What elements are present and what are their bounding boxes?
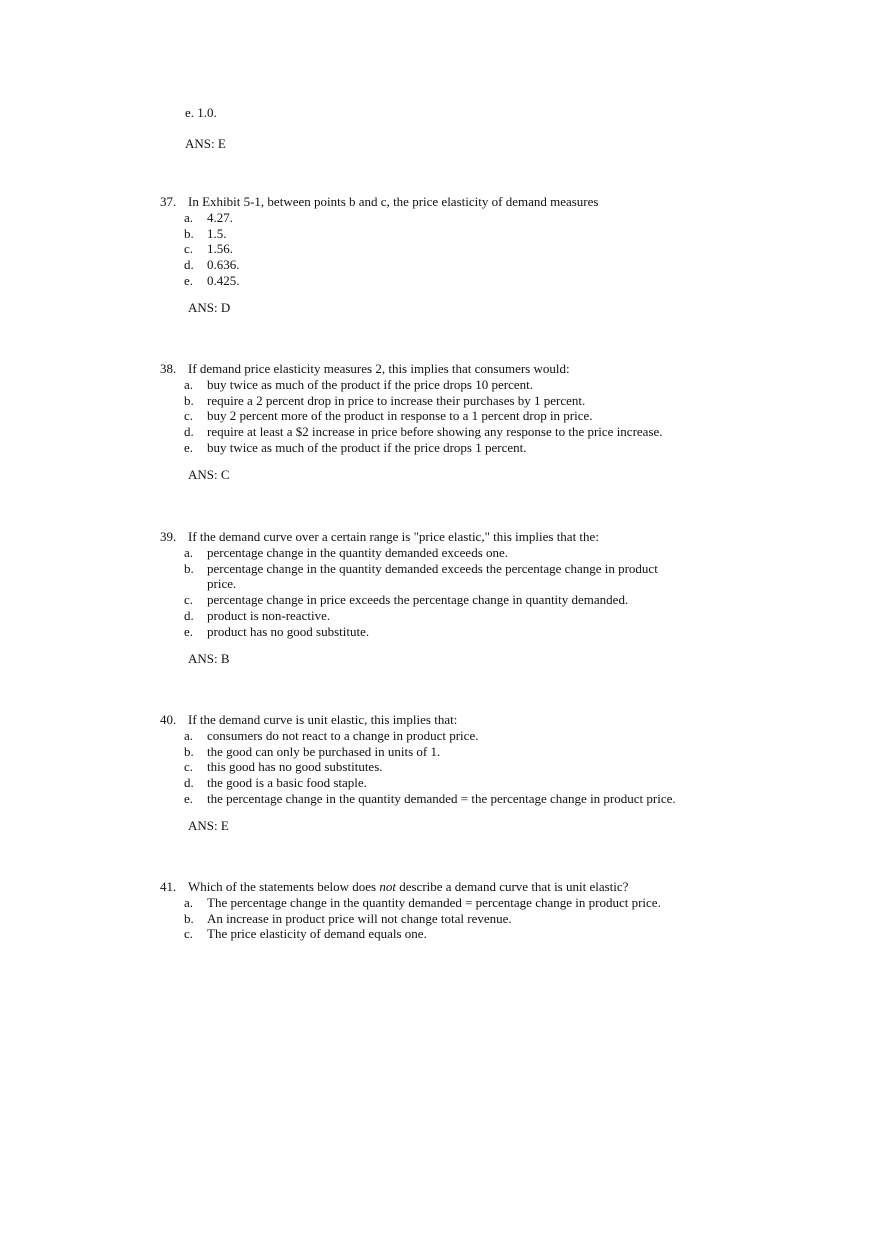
question-stem: In Exhibit 5-1, between points b and c, the price elasticity of demand measures	[188, 194, 599, 209]
option-d: d. product is non-reactive.	[184, 607, 331, 623]
prev-answer: ANS: E	[185, 135, 226, 151]
question-38	[160, 361, 740, 483]
option-e: e. product has no good substitute.	[184, 623, 370, 639]
option-b: b. require a 2 percent drop in price to increase their purchases by 1 percent.	[184, 392, 586, 408]
question-stem: Which of the statements below does not describe a demand curve that is unit elastic?	[188, 879, 629, 894]
option-a: a. percentage change in the quantity demanded exceeds one.	[184, 544, 509, 560]
option-e: e. 0.425.	[184, 272, 240, 288]
option-e: e. the percentage change in the quantity demanded = the percentage change in product price.	[184, 790, 676, 806]
option-d: d. require at least a $2 increase in price before showing any response to the price increase.	[184, 424, 663, 440]
question-number: 37.	[160, 194, 177, 209]
question-40	[160, 712, 740, 834]
option-d: d. 0.636.	[184, 257, 240, 273]
option-c: c. this good has no good substitutes.	[184, 759, 383, 775]
option-c: c. 1.56.	[184, 241, 233, 257]
question-stem: If the demand curve is unit elastic, this implies that:	[188, 712, 458, 727]
option-c: c. The price elasticity of demand equals one.	[184, 926, 427, 942]
question-number: 41.	[160, 879, 177, 894]
question-41	[160, 879, 740, 942]
question-stem: If the demand curve over a certain range is "price elastic," this implies that the:	[188, 529, 599, 544]
question-number: 40.	[160, 712, 177, 727]
answer: ANS: D	[188, 299, 231, 315]
option-b: b. An increase in product price will not change total revenue.	[184, 910, 512, 926]
prev-option-e: e. 1.0.	[185, 105, 217, 120]
answer: ANS: B	[188, 650, 230, 666]
question-37	[160, 194, 740, 316]
question-number: 39.	[160, 529, 177, 544]
question-number: 38.	[160, 361, 177, 376]
option-a: a. buy twice as much of the product if the price drops 10 percent.	[184, 376, 533, 392]
prev-question-tail	[185, 105, 226, 152]
answer: ANS: C	[188, 466, 230, 482]
option-a: a. consumers do not react to a change in product price.	[184, 727, 479, 743]
option-a: a. 4.27.	[184, 209, 233, 225]
option-c: c. percentage change in price exceeds the percentage change in quantity demanded.	[184, 592, 629, 608]
option-b: b. 1.5.	[184, 225, 227, 241]
question-39	[160, 529, 690, 666]
option-c: c. buy 2 percent more of the product in response to a 1 percent drop in price.	[184, 408, 593, 424]
answer: ANS: E	[188, 817, 229, 833]
question-stem: If demand price elasticity measures 2, this implies that consumers would:	[188, 361, 570, 376]
option-e: e. buy twice as much of the product if the price drops 1 percent.	[184, 439, 527, 455]
option-b: b. the good can only be purchased in units of 1.	[184, 743, 441, 759]
option-b: b. percentage change in the quantity demanded exceeds the percentage change in product price.	[184, 560, 658, 592]
option-a: a. The percentage change in the quantity demanded = percentage change in product price.	[184, 894, 661, 910]
emphasis-not: not	[379, 879, 396, 894]
option-d: d. the good is a basic food staple.	[184, 775, 367, 791]
